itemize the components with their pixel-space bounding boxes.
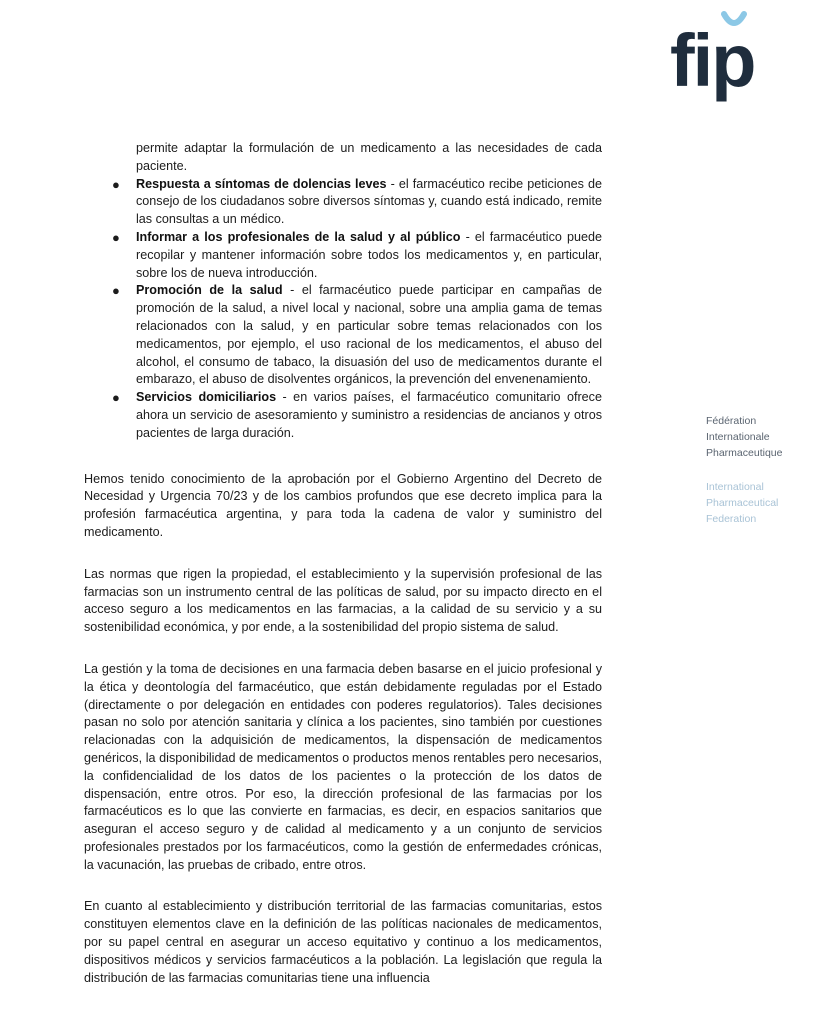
org-names-french [706, 413, 824, 461]
organization-names [706, 413, 824, 527]
list-item-text: - el farmacéutico puede participar en campañas de promoción de la salud, a nivel local y nacional, sobre una amplia gama de temas relacionados con la salud, y en particular sobre temas relacionados con los medicamentos, por ejemplo, el uso racional de los medicamentos, el abuso del alcohol, el consumo de tabaco, la disuasión del uso de medicamentos durante el embarazo, el abuso de disolventes orgánicos, la prevención del envenenamiento. [136, 283, 602, 387]
paragraph-regulation: Las normas que rigen la propiedad, el establecimiento y la supervisión profesional de las farmacias son un instrumento central de las políticas de salud, por su impacto directo en el acceso seguro a los medicamentos en las farmacias, a la calidad de su servicio y a su sostenibilidad económica, y por ende, a la sostenibilidad del propio sistema de salud. [84, 566, 602, 635]
list-item-title: Servicios domiciliarios [136, 390, 277, 405]
fip-logo [668, 6, 788, 106]
logo-wordmark: fip [670, 19, 755, 102]
fip-logo-mark [668, 6, 788, 106]
bullet-icon: ● [112, 229, 120, 245]
list-item [84, 282, 602, 389]
org-name-fr-line: Fédération [706, 415, 757, 427]
org-name-en-line: Pharmaceutical [706, 497, 779, 509]
org-name-fr-line: Pharmaceutique [706, 447, 783, 459]
list-item [84, 389, 602, 442]
list-item-title: Informar a los profesionales de la salud y al público [136, 229, 461, 244]
org-name-en-line: Federation [706, 513, 757, 525]
services-list [84, 176, 602, 443]
list-item [84, 229, 602, 282]
list-item-title: Respuesta a síntomas de dolencias leves [136, 176, 387, 191]
list-item-title: Promoción de la salud [136, 283, 283, 298]
org-name-fr-line: Internationale [706, 431, 770, 443]
document-body [84, 140, 602, 987]
list-item-text: - el farmacéutico puede recopilar y mantener información sobre todos los medicamentos y, en particular, sobre los de nueva introducción. [136, 229, 603, 280]
paragraph-management: La gestión y la toma de decisiones en una farmacia deben basarse en el juicio profesional y la ética y deontología del farmacéutico, que están debidamente reguladas por el Estado (directamente o por delegación en entidades con poderes regulatorios). Tales decisiones pasan no solo por atención sanitaria y clínica a los pacientes, sino también por cuestiones relacionadas con la adquisición de medicamentos, la dispensación de medicamentos genéricos, la disponibilidad de medicamentos o productos menos rentables pero necesarios, la confidencialidad de los datos de los pacientes o la protección de los datos de dispensación, entre otros. Por eso, la dirección profesional de las farmacias por los farmacéuticos es lo que las convierte en farmacias, es decir, en espacios sanitarios que aseguran el acceso seguro y de calidad al medicamento y a un conjunto de servicios profesionales prestados por los farmacéuticos, como la gestión de enfermedades crónicas, la vacunación, las pruebas de cribado, entre otros. [84, 661, 602, 872]
list-item-text: - el farmacéutico recibe peticiones de consejo de los ciudadanos sobre diversos síntomas y, cuando está indicado, remite las consultas a un médico. [136, 176, 602, 227]
paragraph-decree: Hemos tenido conocimiento de la aprobación por el Gobierno Argentino del Decreto de Necesidad y Urgencia 70/23 y de los cambios profundos que ese decreto implica para la profesión farmacéutica argentina, y para toda la cadena de valor y suministro del medicamento. [84, 471, 602, 539]
list-item [84, 176, 602, 229]
intro-continuation: permite adaptar la formulación de un medicamento a las necesidades de cada paciente. [136, 141, 602, 173]
bullet-icon: ● [112, 390, 120, 406]
bullet-icon: ● [112, 283, 120, 299]
list-item-text: - en varios países, el farmacéutico comunitario ofrece ahora un servicio de asesoramiento y suministro a residencias de ancianos y otros pacientes de larga duración. [136, 390, 602, 440]
paragraph-distribution: En cuanto al establecimiento y distribución territorial de las farmacias comunitarias, estos constituyen elementos clave en la definición de las políticas nacionales de medicamentos, por su papel central en asegurar un acceso equitativo y continuo a los medicamentos, dispositivos médicos y servicios farmacéuticos a la población. La legislación que regula la distribución de las farmacias comunitarias tiene una influencia [84, 899, 602, 985]
org-name-en-line: International [706, 481, 764, 493]
org-names-english [706, 479, 824, 527]
bullet-icon: ● [112, 176, 120, 192]
